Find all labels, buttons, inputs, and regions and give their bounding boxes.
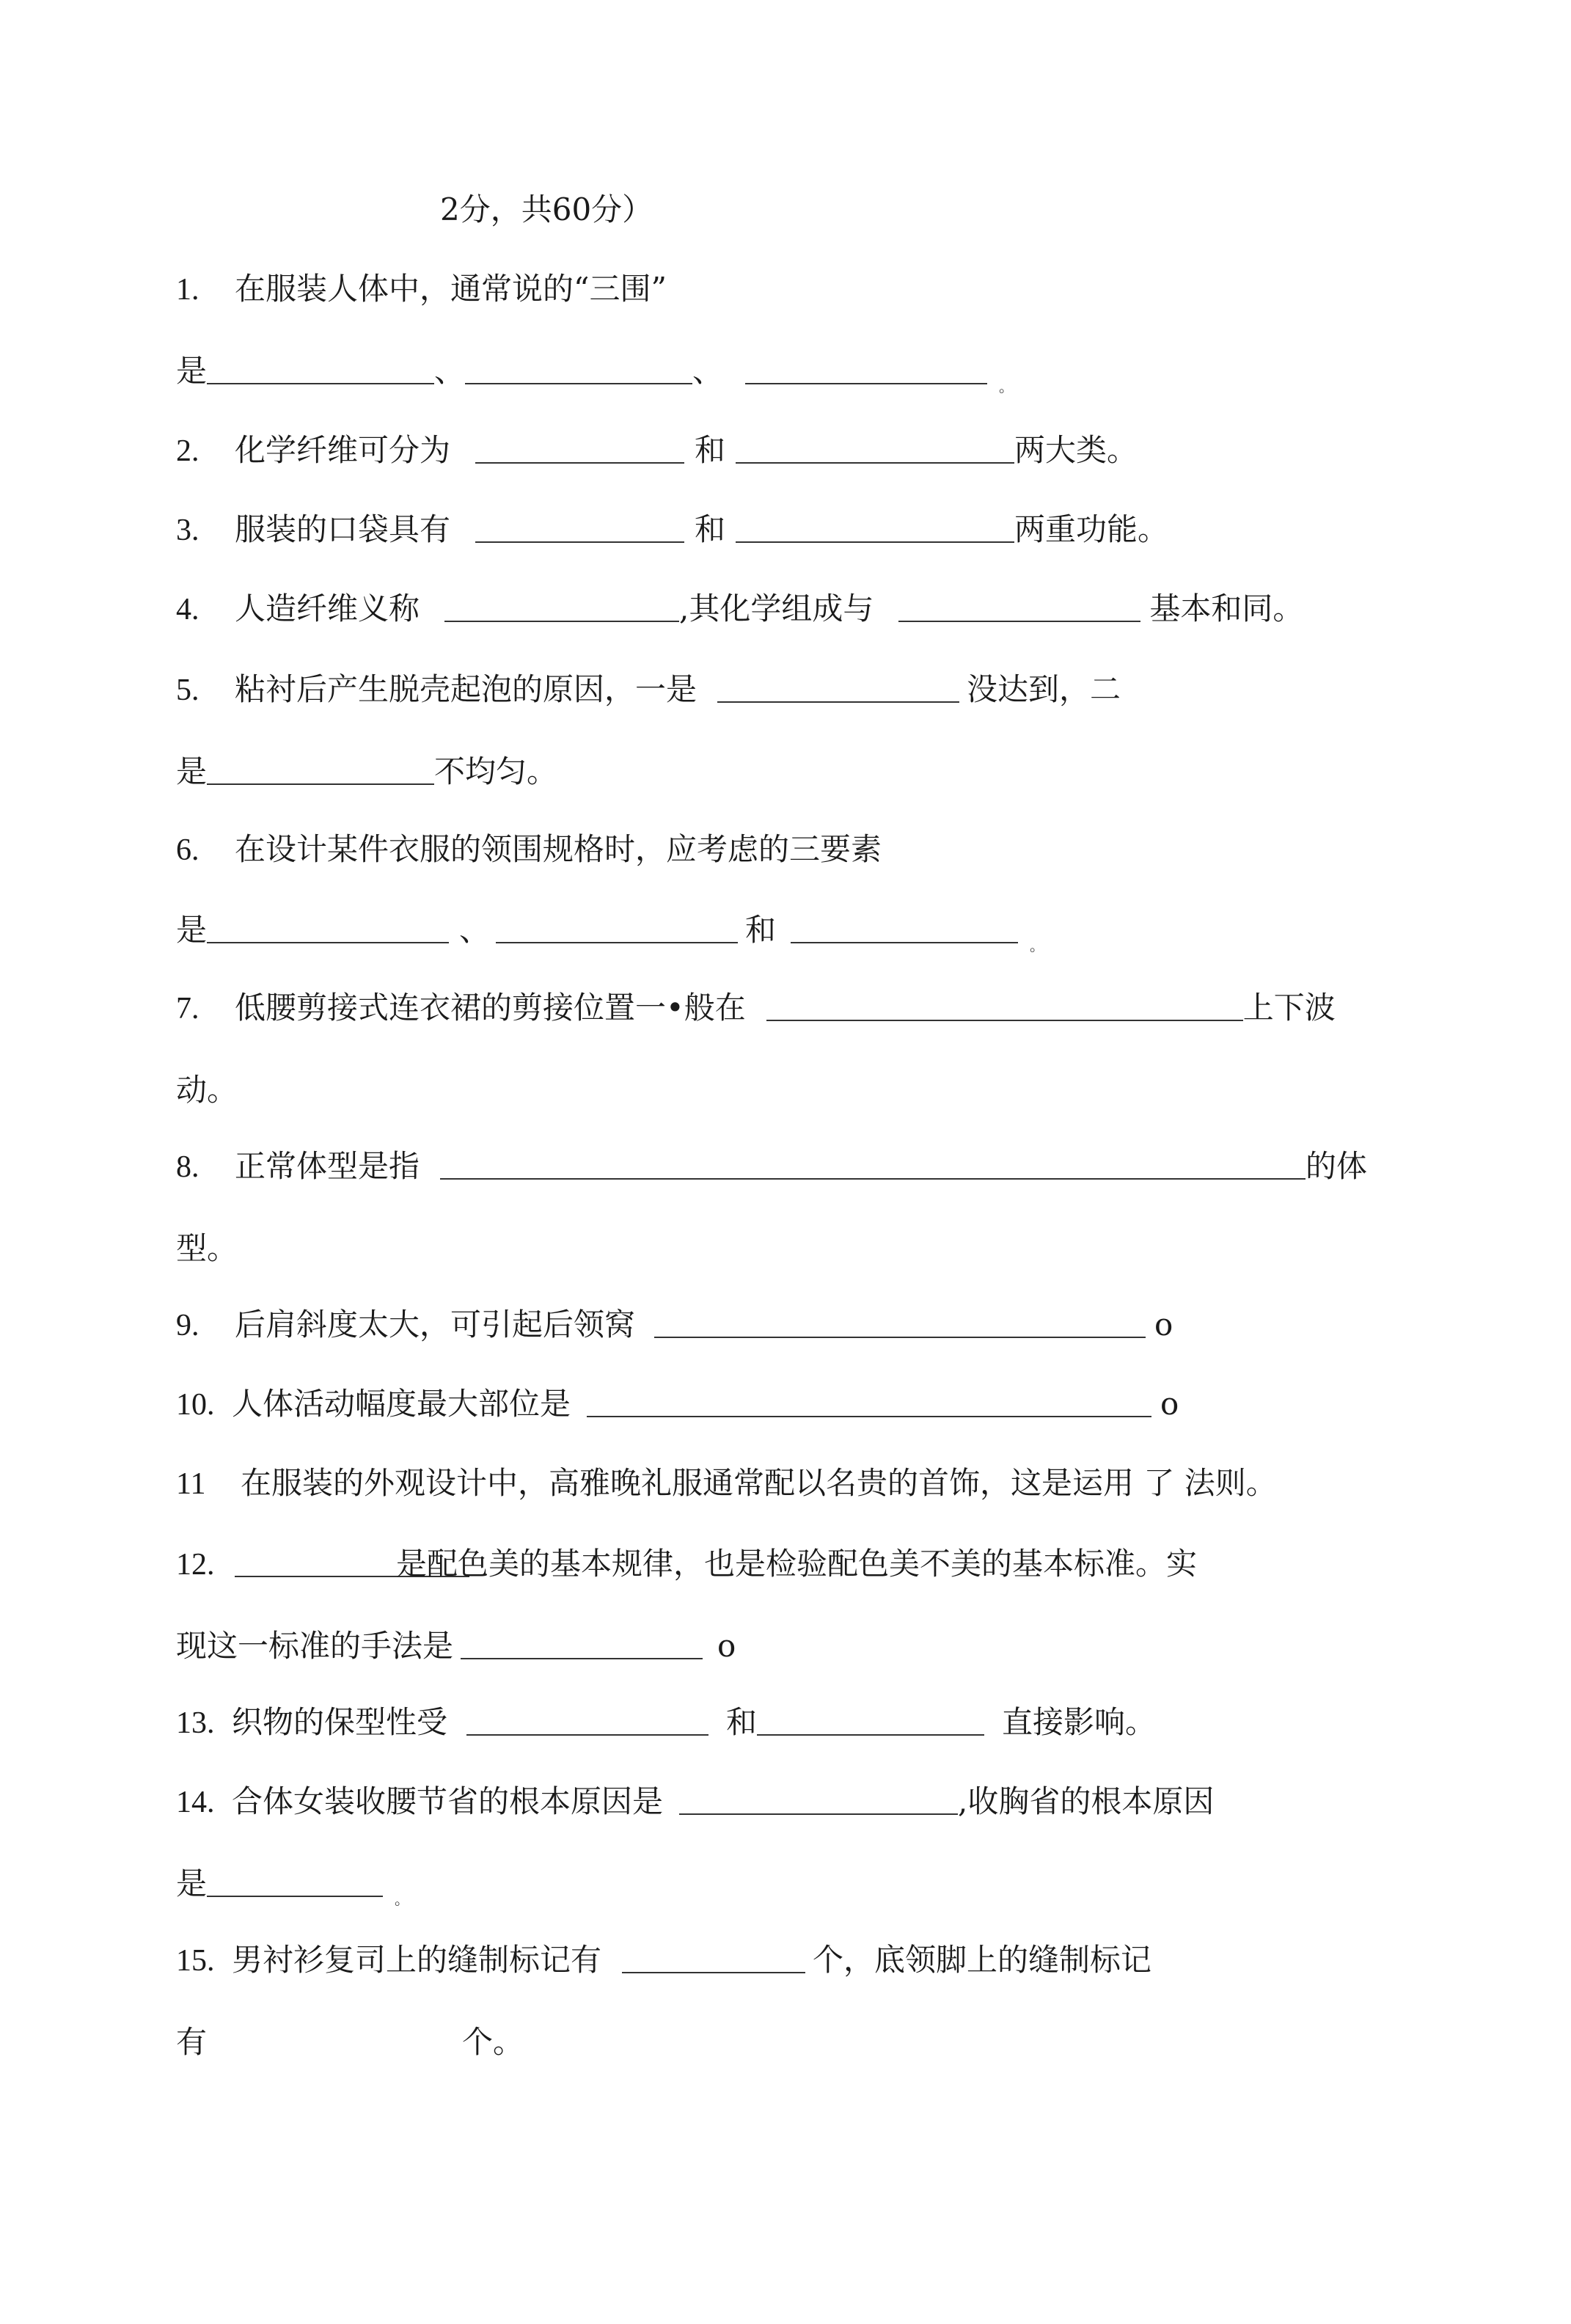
answer-blank[interactable]: [679, 1784, 958, 1815]
question-13: 13. 织物的保型性受 和 直接影响。: [176, 1704, 1157, 1740]
answer-blank[interactable]: [898, 591, 1140, 622]
answer-blank[interactable]: [757, 1705, 984, 1736]
question-1: [176, 268, 667, 310]
answer-blank[interactable]: [622, 1943, 805, 1973]
answer-blank[interactable]: [496, 913, 738, 943]
answer-blank[interactable]: [475, 433, 684, 464]
question-4: 4. 人造纤维义称 ,其化学组成与 基本和同。: [176, 591, 1304, 626]
question-11: 11 在服装的外观设计中，高雅晚礼服通常配以名贵的首饰，这是运用 了 法则。: [176, 1465, 1277, 1501]
question-6: 6. 在设计某件衣服的领围规格时，应考虑的三要素: [176, 831, 882, 867]
question-2: 2. 化学纤维可分为 和 两大类。: [176, 432, 1138, 468]
answer-blank[interactable]: [791, 913, 1018, 943]
question-text: 在服装人体中，通常说的“三围”: [235, 271, 667, 307]
answer-blank[interactable]: [654, 1307, 1146, 1338]
question-number: 1.: [176, 273, 199, 307]
question-8-cont: 型。: [176, 1230, 238, 1266]
answer-blank[interactable]: [444, 591, 679, 622]
answer-blank[interactable]: [465, 354, 692, 384]
question-5: 5. 粘衬后产生脱壳起泡的原因，一是 没达到，二: [176, 671, 1121, 707]
answer-blank[interactable]: [736, 512, 1014, 543]
question-12-cont: 现这一标准的手法是 o: [176, 1628, 736, 1664]
question-14-cont: 是 $_。$: [176, 1866, 410, 1908]
section-header: 2分，共60分）: [440, 191, 653, 227]
question-14: 14. 合体女装收腰节省的根本原因是 ,收胸省的根本原因: [176, 1783, 1215, 1819]
answer-blank[interactable]: [440, 1149, 1305, 1180]
question-15-cont: 有 个。: [176, 2024, 524, 2060]
answer-blank[interactable]: [207, 354, 434, 384]
question-9: 9. 后肩斜度太大，可引起后领窝 o: [176, 1307, 1173, 1342]
answer-blank[interactable]: [207, 754, 434, 785]
question-1-blanks: 是 、 、 $_。$: [176, 353, 1014, 395]
question-10: 10. 人体活动幅度最大部位是 o: [176, 1386, 1179, 1422]
question-5-cont: 是 不均匀。: [176, 753, 558, 789]
answer-blank[interactable]: [461, 1629, 703, 1659]
question-8: 8. 正常体型是指 的体: [176, 1148, 1368, 1184]
answer-blank[interactable]: [466, 1705, 708, 1736]
question-7-cont: 动。: [176, 1072, 238, 1108]
answer-blank[interactable]: [207, 1866, 383, 1897]
question-15: 15. 男衬衫复司上的缝制标记有 个，底领脚上的缝制标记: [176, 1942, 1152, 1978]
answer-blank[interactable]: [745, 354, 987, 384]
answer-blank[interactable]: [766, 990, 1243, 1021]
question-6-blanks: 是 、 和 $_。$: [176, 912, 1045, 954]
question-12: 12. 是配色美的基本规律，也是检验配色美不美的基本标准。实: [176, 1546, 1198, 1582]
answer-blank[interactable]: [736, 433, 1014, 464]
answer-blank[interactable]: [207, 913, 449, 943]
question-3: 3. 服装的口袋具有 和 两重功能。: [176, 511, 1169, 547]
question-7: 7. 低腰剪接式连衣裙的剪接位置一•般在 上下波: [176, 990, 1336, 1026]
answer-blank[interactable]: [475, 512, 684, 543]
answer-blank[interactable]: [587, 1386, 1151, 1417]
answer-blank[interactable]: [717, 672, 959, 703]
